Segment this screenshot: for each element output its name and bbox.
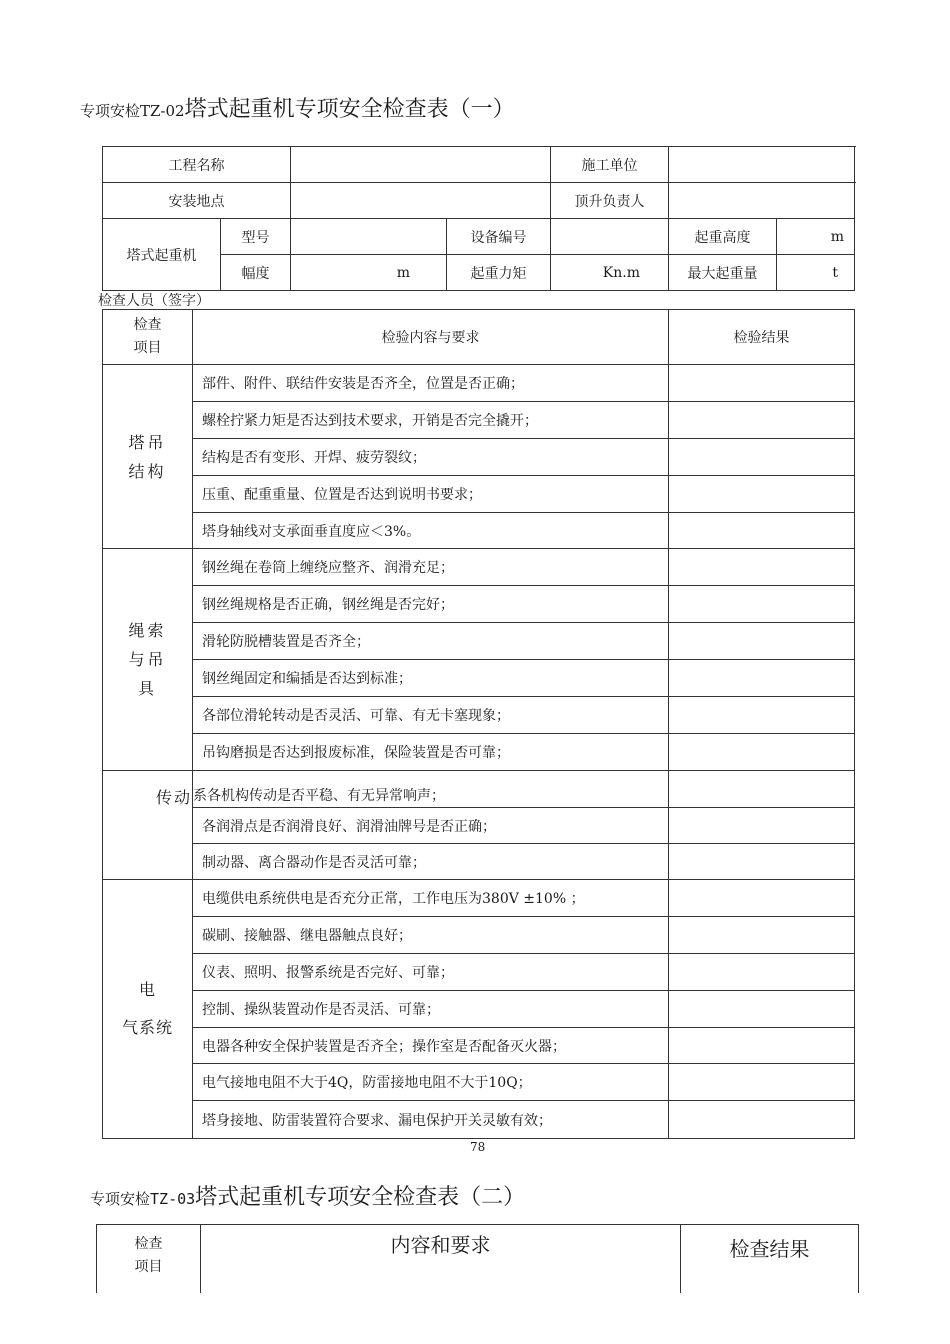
- form2-code-prefix: 专项安检: [90, 1190, 151, 1208]
- table-row: [103, 844, 855, 880]
- check-item: 吊钩磨损是否达到报废标准，保险装置是否可靠；: [193, 734, 669, 771]
- moment-label: 起重力矩: [447, 255, 551, 291]
- header-result: 检查结果: [681, 1225, 859, 1294]
- crane-label: 塔式起重机: [103, 219, 221, 291]
- jacking-lead-field[interactable]: [669, 183, 855, 219]
- category-electric-line2: 气系统: [121, 1018, 173, 1037]
- result-cell[interactable]: [669, 660, 855, 697]
- header-item-line2: 项目: [133, 340, 162, 356]
- table-row: [103, 697, 855, 734]
- result-cell[interactable]: [669, 880, 855, 917]
- table-row: [103, 402, 855, 439]
- result-cell[interactable]: [669, 402, 855, 439]
- result-cell[interactable]: [669, 586, 855, 623]
- check-item: 压重、配重重量、位置是否达到说明书要求；: [193, 476, 669, 513]
- category-structure: [103, 365, 193, 549]
- form2-code: TZ-03: [150, 1190, 196, 1208]
- header-item-line2: 项目: [134, 1259, 163, 1275]
- table-row: [103, 439, 855, 476]
- table-row: [103, 917, 855, 954]
- amplitude-label: 幅度: [221, 255, 291, 291]
- check-item: 系各机构传动是否平稳、有无异常响声；: [193, 771, 669, 808]
- construction-unit-field[interactable]: [669, 147, 855, 183]
- check-item: 电器各种安全保护装置是否齐全；操作室是否配备灭火器；: [193, 1028, 669, 1064]
- category-rigging-line1: 绳索: [128, 621, 167, 640]
- max-load-label: 最大起重量: [669, 255, 777, 291]
- check-item: 制动器、离合器动作是否灵活可靠；: [193, 844, 669, 880]
- table-row: [103, 771, 855, 808]
- result-cell[interactable]: [669, 549, 855, 586]
- table-row: [103, 476, 855, 513]
- result-cell[interactable]: [669, 808, 855, 844]
- construction-unit-label: 施工单位: [551, 147, 669, 183]
- form1-title-text: 塔式起重机专项安全检查表（一）: [184, 97, 515, 122]
- form1-title: [80, 92, 515, 123]
- header-row: [97, 1225, 859, 1294]
- inspector-signature-label: 检查人员（签字）: [98, 293, 210, 309]
- result-cell[interactable]: [669, 439, 855, 476]
- check-item: 塔身接地、防雷装置符合要求、漏电保护开关灵敏有效；: [193, 1101, 669, 1139]
- lift-height-unit[interactable]: m: [777, 219, 855, 255]
- category-rigging-line3: 具: [137, 679, 157, 698]
- table-row: [103, 623, 855, 660]
- table-row: [103, 1064, 855, 1101]
- table-row: [103, 954, 855, 991]
- table-row: [103, 991, 855, 1028]
- result-cell[interactable]: [669, 734, 855, 771]
- install-location-field[interactable]: [291, 183, 551, 219]
- model-field[interactable]: [291, 219, 447, 255]
- page-number: 78: [470, 1140, 486, 1154]
- table-row: [103, 880, 855, 917]
- result-cell[interactable]: [669, 513, 855, 549]
- form2-title-text: 塔式起重机专项安全检查表（二）: [195, 1185, 526, 1210]
- category-rigging-line2: 与吊: [128, 650, 167, 669]
- result-cell[interactable]: [669, 365, 855, 402]
- check-item: 各润滑点是否润滑良好、润滑油牌号是否正确；: [193, 808, 669, 844]
- header-content: 内容和要求: [201, 1225, 681, 1294]
- form2-title: [90, 1180, 525, 1211]
- table-row: [103, 586, 855, 623]
- header-item: [97, 1225, 201, 1294]
- form1-code: 专项安检TZ-02: [80, 102, 185, 120]
- amplitude-unit[interactable]: m: [291, 255, 447, 291]
- result-cell[interactable]: [669, 1028, 855, 1064]
- check-item: 电缆供电系统供电是否充分正常，工作电压为380V ±10% ；: [193, 880, 669, 917]
- install-location-label: 安装地点: [103, 183, 291, 219]
- result-cell[interactable]: [669, 623, 855, 660]
- table-row: [103, 549, 855, 586]
- table-row: [103, 513, 855, 549]
- max-load-unit[interactable]: t: [777, 255, 855, 291]
- table-row: [103, 808, 855, 844]
- table-row: [103, 1028, 855, 1064]
- crane-info-table: [102, 146, 855, 291]
- result-cell[interactable]: [669, 844, 855, 880]
- table-row: [103, 734, 855, 771]
- table-row: [103, 660, 855, 697]
- check-item: 电气接地电阻不大于4Q，防雷接地电阻不大于10Q；: [193, 1064, 669, 1101]
- result-cell[interactable]: [669, 1101, 855, 1139]
- lift-height-label: 起重高度: [669, 219, 777, 255]
- category-rigging: [103, 549, 193, 771]
- equipment-no-label: 设备编号: [447, 219, 551, 255]
- result-cell[interactable]: [669, 697, 855, 734]
- result-cell[interactable]: [669, 991, 855, 1028]
- category-drive: 传动: [103, 771, 193, 880]
- category-structure-line1: 塔吊: [128, 432, 167, 452]
- check-item: 螺栓拧紧力矩是否达到技术要求，开销是否完全撬开；: [193, 402, 669, 439]
- table-row: [103, 365, 855, 402]
- table-row: [103, 1101, 855, 1139]
- header-item: [103, 310, 193, 365]
- check-item: 仪表、照明、报警系统是否完好、可靠；: [193, 954, 669, 991]
- equipment-no-field[interactable]: [551, 219, 669, 255]
- check-item: 滑轮防脱槽装置是否齐全；: [193, 623, 669, 660]
- result-cell[interactable]: [669, 771, 855, 808]
- header-content: 检验内容与要求: [193, 310, 669, 365]
- category-structure-line2: 结构: [128, 461, 167, 481]
- result-cell[interactable]: [669, 917, 855, 954]
- header-item-line1: 检查: [133, 317, 162, 333]
- inspection-table: [102, 309, 855, 1139]
- project-name-field[interactable]: [291, 147, 551, 183]
- result-cell[interactable]: [669, 476, 855, 513]
- project-name-label: 工程名称: [103, 147, 291, 183]
- check-item: 钢丝绳规格是否正确，钢丝绳是否完好；: [193, 586, 669, 623]
- check-item: 钢丝绳固定和编插是否达到标准；: [193, 660, 669, 697]
- result-cell[interactable]: [669, 954, 855, 991]
- check-item: 塔身轴线对支承面垂直度应＜3%。: [193, 513, 669, 549]
- inspection-table-2: [96, 1224, 859, 1293]
- moment-unit[interactable]: Kn.m: [551, 255, 669, 291]
- check-item: 碳刷、接触器、继电器触点良好；: [193, 917, 669, 954]
- category-electric: [103, 880, 193, 1139]
- check-item: 各部位滑轮转动是否灵活、可靠、有无卡塞现象；: [193, 697, 669, 734]
- jacking-lead-label: 顶升负责人: [551, 183, 669, 219]
- result-cell[interactable]: [669, 1064, 855, 1101]
- check-item: 结构是否有变形、开焊、疲劳裂纹；: [193, 439, 669, 476]
- check-item: 控制、操纵装置动作是否灵活、可靠；: [193, 991, 669, 1028]
- header-result: 检验结果: [669, 310, 855, 365]
- check-item: 部件、附件、联结件安装是否齐全，位置是否正确；: [193, 365, 669, 402]
- header-item-line1: 检查: [134, 1236, 163, 1252]
- category-electric-line1: 电: [138, 980, 156, 999]
- model-label: 型号: [221, 219, 291, 255]
- header-row: [103, 310, 855, 365]
- check-item: 钢丝绳在卷筒上缠绕应整齐、润滑充足；: [193, 549, 669, 586]
